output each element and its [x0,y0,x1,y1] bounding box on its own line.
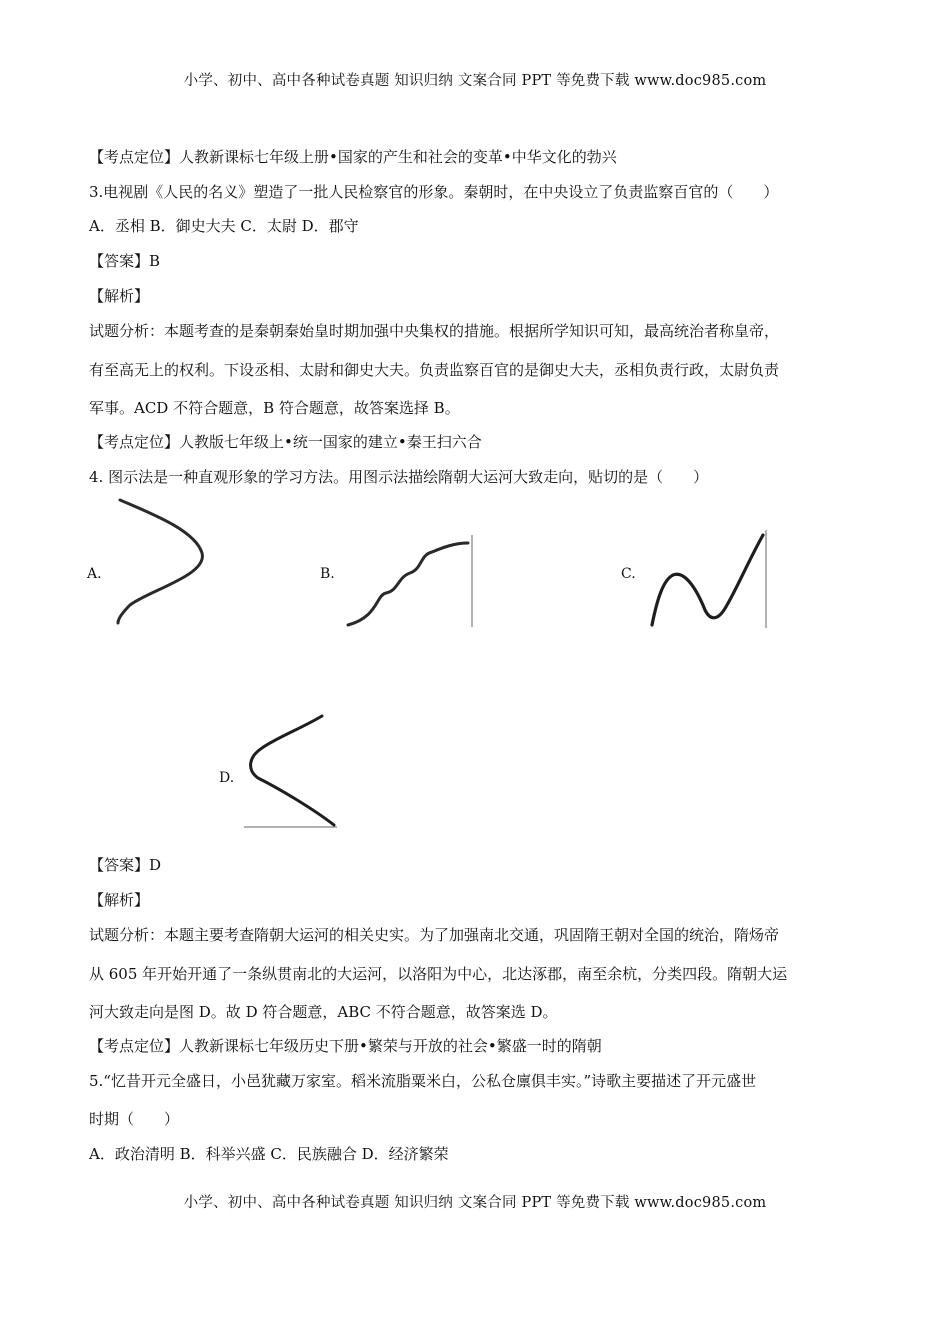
option-d-figure [242,713,342,831]
page-header: 小学、初中、高中各种试卷真题 知识归纳 文案合同 PPT 等免费下载 www.doc985.com [183,73,767,89]
option-d-label: D. [219,770,235,786]
q3-analysis-line-1: 试题分析：本题考查的是秦朝秦始皇时期加强中央集权的措施。根据所学知识可知，最高统治者称皇帝， [89,322,780,340]
q4-analysis-heading: 【解析】 [89,891,150,909]
option-c-label: C. [621,566,636,582]
q4-analysis-line-2: 从 605 年开始开通了一条纵贯南北的大运河，以洛阳为中心，北达涿郡，南至余杭，分类四段。隋朝大运 [89,965,788,983]
option-a-label: A. [87,566,102,582]
q4-exam-point: 【考点定位】人教新课标七年级历史下册•繁荣与开放的社会•繁盛一时的隋朝 [89,1037,602,1055]
q3-question: 3.电视剧《人民的名义》塑造了一批人民检察官的形象。秦朝时，在中央设立了负责监察百官的（ ） [89,183,779,201]
option-b-label: B. [320,566,335,582]
q4-analysis-line-3: 河大致走向是图 D。故 D 符合题意，ABC 不符合题意，故答案选 D。 [89,1003,558,1021]
q4-question: 4. 图示法是一种直观形象的学习方法。用图示法描绘隋朝大运河大致走向，贴切的是（ ） [89,468,709,486]
option-a-figure [110,495,220,630]
q4-answer: 【答案】D [89,856,162,874]
q5-question-line-1: 5.“忆昔开元全盛日，小邑犹藏万家室。稻米流脂粟米白，公私仓廪俱丰实。”诗歌主要描述了开元盛世 [89,1072,757,1090]
page-footer: 小学、初中、高中各种试卷真题 知识归纳 文案合同 PPT 等免费下载 www.doc985.com [183,1195,767,1211]
option-b-figure [340,535,480,630]
q5-question-line-2: 时期（ ） [89,1110,180,1128]
q3-exam-point: 【考点定位】人教版七年级上•统一国家的建立•秦王扫六合 [89,433,482,451]
q4-analysis-line-1: 试题分析：本题主要考查隋朝大运河的相关史实。为了加强南北交通，巩固隋王朝对全国的统治，隋炀帝 [89,926,780,944]
q3-analysis-line-2: 有至高无上的权利。下设丞相、太尉和御史大夫。负责监察百官的是御史大夫，丞相负责行政，太尉负责 [89,361,780,379]
q3-analysis-heading: 【解析】 [89,287,150,305]
option-c-figure [645,530,770,630]
q3-analysis-line-3: 军事。ACD 不符合题意，B 符合题意，故答案选择 B。 [89,399,460,417]
q3-answer: 【答案】B [89,252,161,270]
q5-options: A．政治清明 B．科举兴盛 C．民族融合 D．经济繁荣 [89,1145,449,1163]
q3-options: A．丞相 B．御史大夫 C．太尉 D．郡守 [89,217,359,235]
q2-exam-point: 【考点定位】人教新课标七年级上册•国家的产生和社会的变革•中华文化的勃兴 [89,148,617,166]
